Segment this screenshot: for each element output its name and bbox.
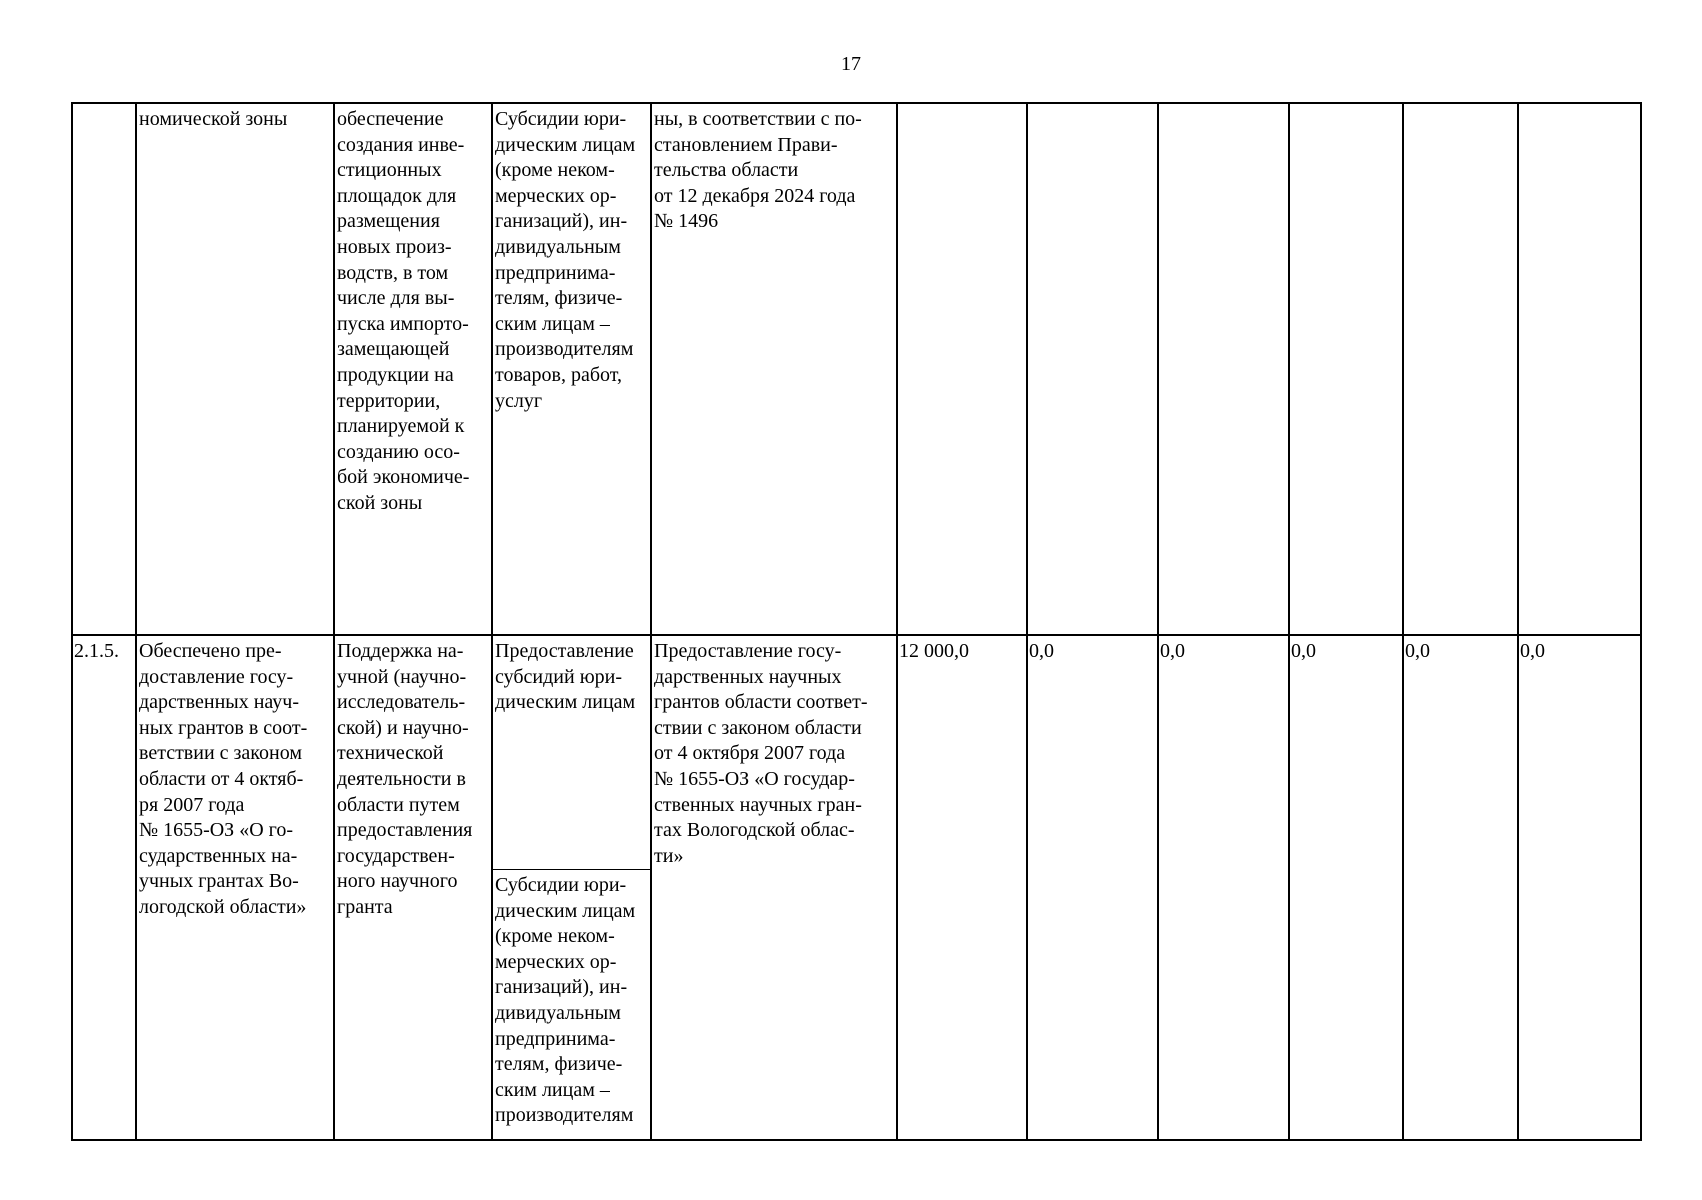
basis-cell: ны, в соответствии с по- становлением Прави- тельства области от 12 декабря 2024 года № 1496 (651, 103, 897, 635)
value-cell (897, 103, 1027, 635)
type-subcells (493, 636, 650, 1139)
value-cell: 0,0 (1027, 635, 1158, 1140)
value-cell: 0,0 (1518, 635, 1641, 1140)
type-cell: Субсидии юри- дическим лицам (кроме неком- мерческих ор- ганизаций), ин- дивидуальным предпринима- телям, физиче- ским лицам – производителям товаров, работ, услуг (492, 103, 651, 635)
description-cell: Поддержка на- учной (научно- исследователь- ской) и научно- технической деятельности в области путем предоставления государствен- ного научного гранта (334, 635, 492, 1140)
type-cell (492, 635, 651, 1140)
measures-table (71, 102, 1642, 1141)
table-row-continuation (72, 103, 1641, 635)
page-number: 17 (841, 53, 861, 75)
value-cell: 12 000,0 (897, 635, 1027, 1140)
value-cell: 0,0 (1289, 635, 1403, 1140)
description-cell: обеспечение создания инве- стиционных площадок для размещения новых произ- водств, в том числе для вы- пуска импорто- замещающей продукции на территории, планируемой к созданию осо- бой экономиче- ской зоны (334, 103, 492, 635)
type-subcell-top: Предоставление субсидий юри- дическим лицам (493, 636, 650, 870)
basis-cell: Предоставление госу- дарственных научных грантов области соответ- ствии с законом области от 4 октября 2007 года № 1655-ОЗ «О государ- ственных научных гран- тах Вологодской облас- ти» (651, 635, 897, 1140)
result-cell: номической зоны (136, 103, 334, 635)
table-row-2-1-5 (72, 635, 1641, 1140)
result-cell: Обеспечено пре- доставление госу- дарственных науч- ных грантов в соот- ветствии с законом области от 4 октяб- ря 2007 года № 1655-ОЗ «О го- сударственных на- учных грантах Во- логодской области» (136, 635, 334, 1140)
value-cell (1289, 103, 1403, 635)
row-number-cell (72, 103, 136, 635)
value-cell (1158, 103, 1289, 635)
value-cell (1403, 103, 1518, 635)
value-cell (1027, 103, 1158, 635)
value-cell: 0,0 (1158, 635, 1289, 1140)
type-subcell-bottom: Субсидии юри- дическим лицам (кроме неком- мерческих ор- ганизаций), ин- дивидуальным предпринима- телям, физиче- ским лицам – производителям (495, 874, 636, 1127)
row-number-cell: 2.1.5. (72, 635, 136, 1140)
value-cell: 0,0 (1403, 635, 1518, 1140)
value-cell (1518, 103, 1641, 635)
